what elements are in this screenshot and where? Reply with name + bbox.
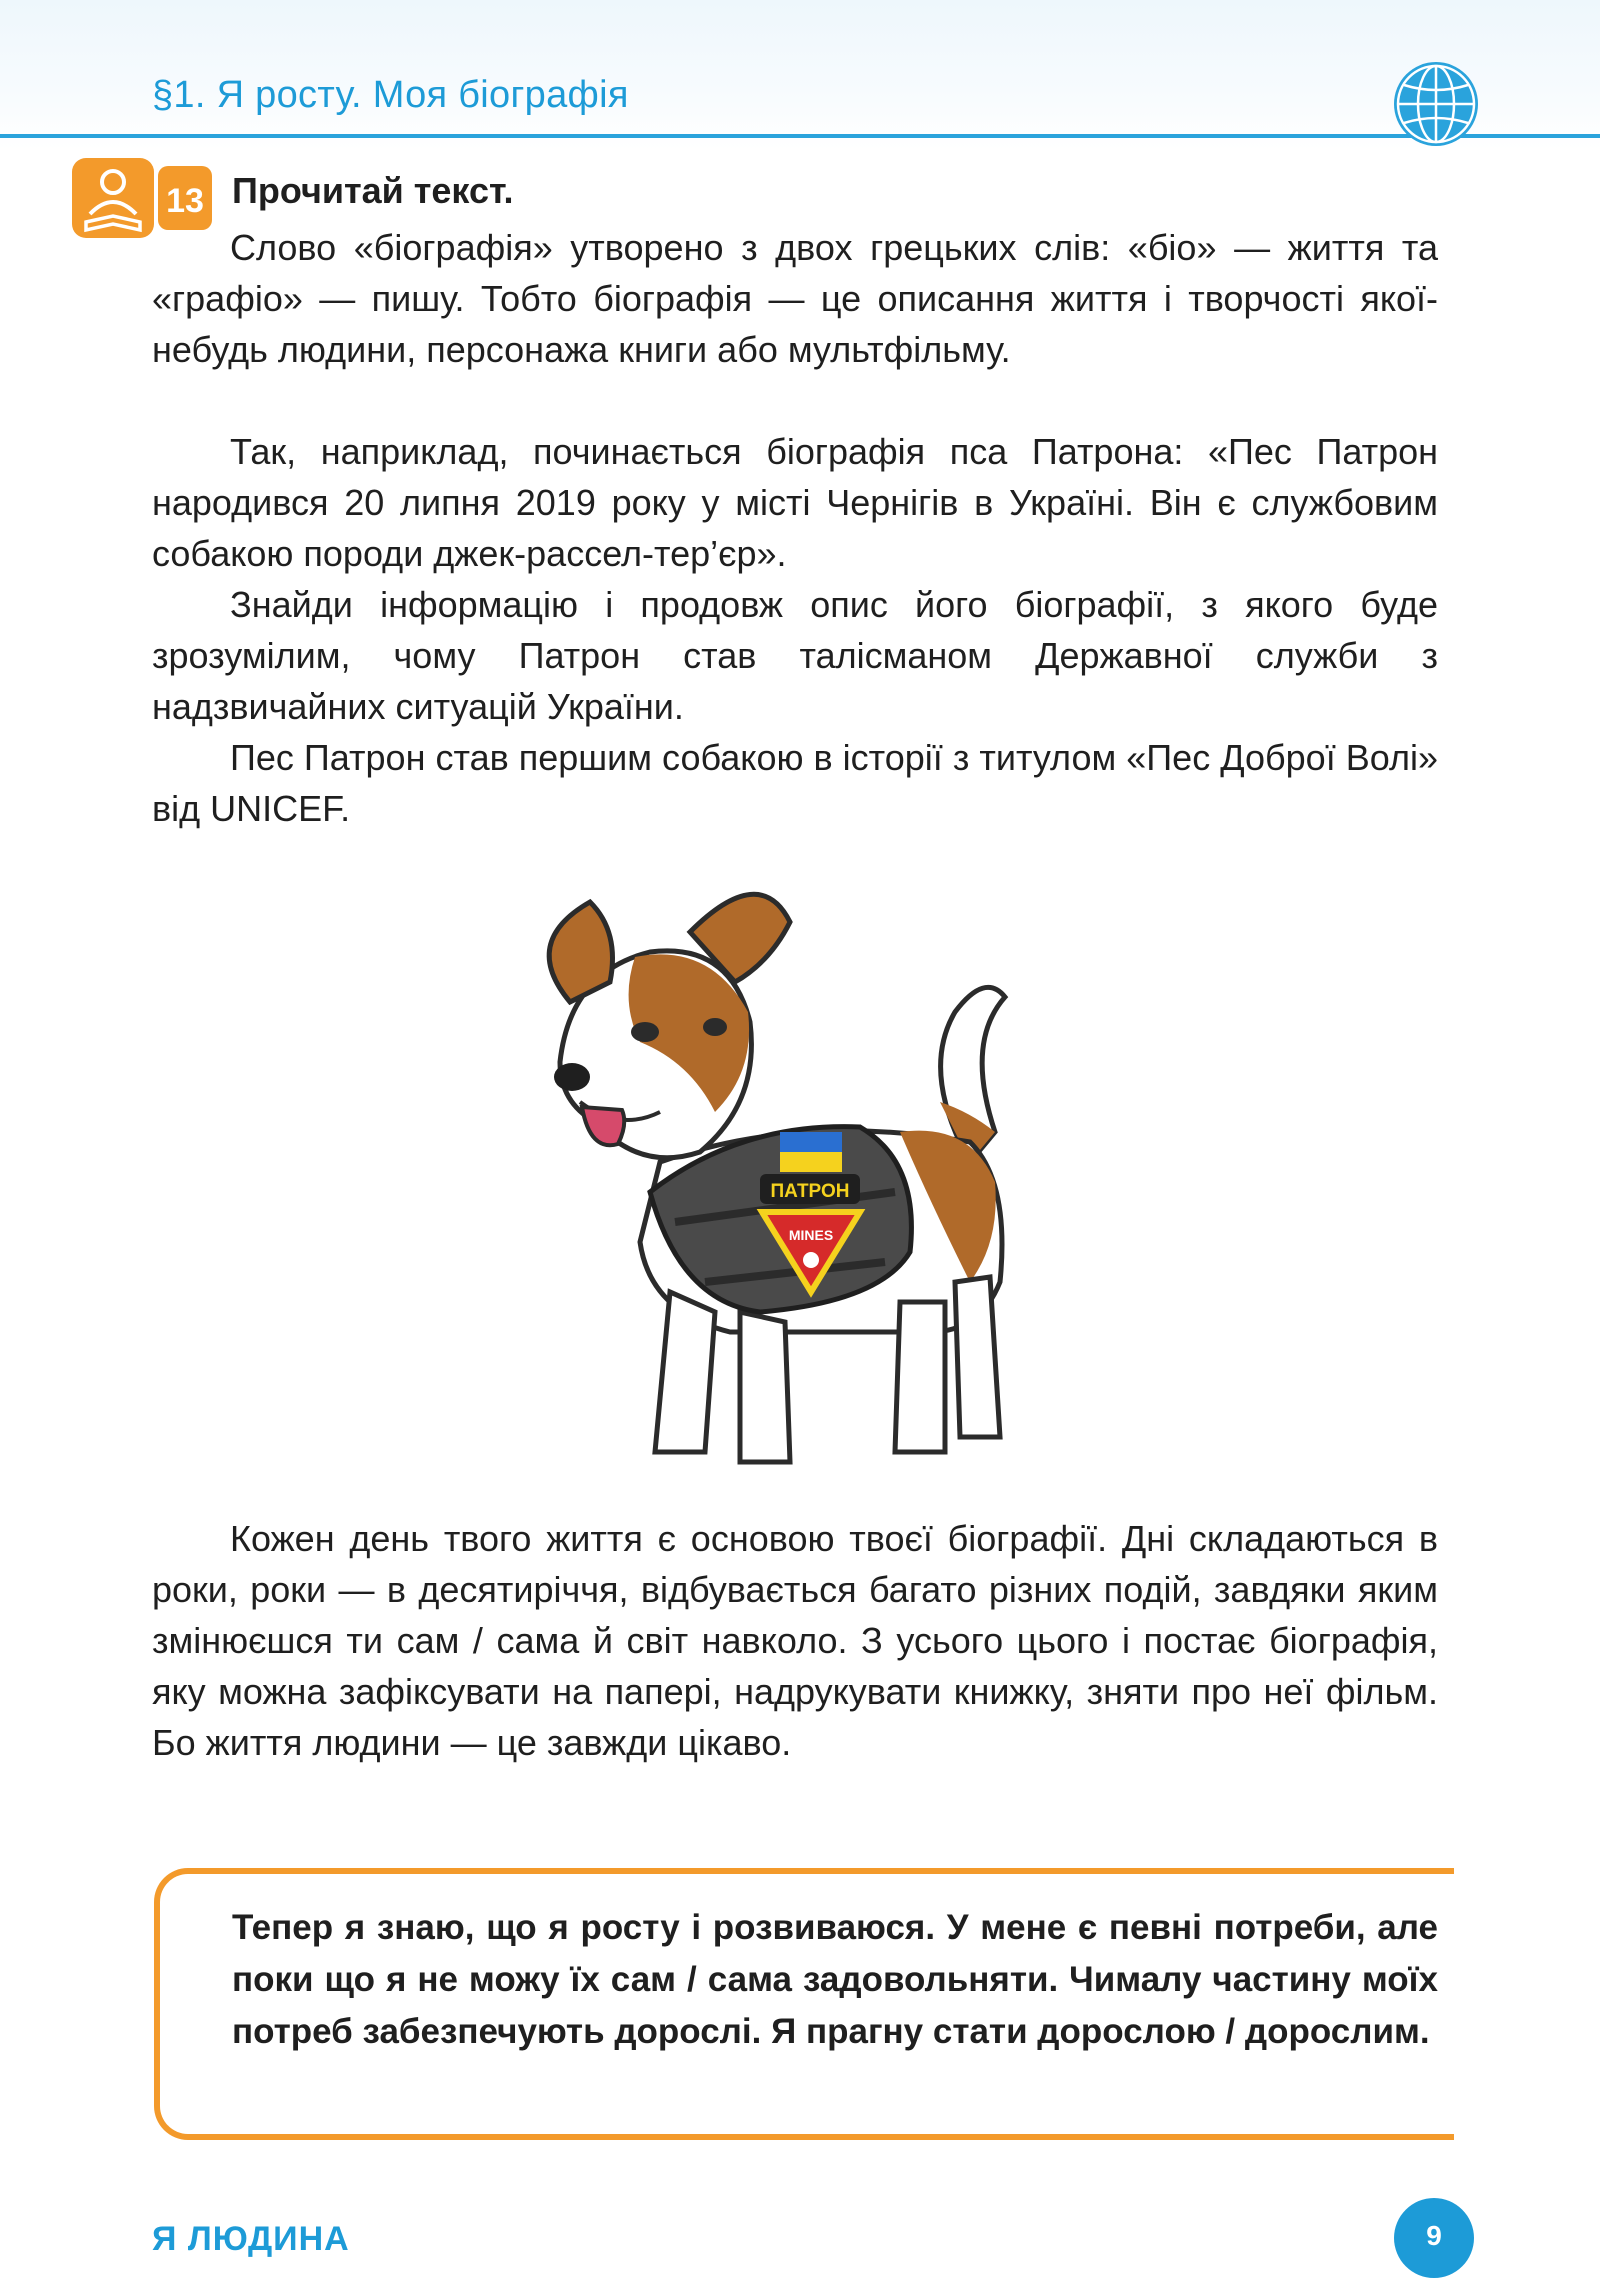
- task-number: 13: [166, 182, 204, 220]
- mines-patch-label: MINES: [788, 1227, 834, 1243]
- task-heading: Прочитай текст.: [232, 170, 514, 211]
- paragraph-task: Знайди інформацію і продовж опис його біографії, з якого буде зрозумілим, чому Патрон став талісманом Державної служби з надзвичайних ситуацій України.: [152, 584, 1438, 727]
- paragraph-example: Так, наприклад, починається біографія пса Патрона: «Пес Патрон народився 20 липня 2019 року у місті Чернігів в Україні. Він є службовим собакою породи джек-рассел-тер’єр».: [152, 431, 1438, 574]
- summary-text: Тепер я знаю, що я росту і розвиваюся. У мене є певні потреби, але поки що я не можу їх сам / сама задовольняти. Чималу частину моїх потреб забезпечують дорослі. Я прагну стати дорослою / дорослим.: [232, 1908, 1438, 2051]
- dog-patron-illustration: [500, 862, 1100, 1482]
- header-divider: [0, 134, 1600, 138]
- vest-name-label: ПАТРОН: [770, 1181, 850, 1202]
- page-number: 9: [1426, 2220, 1442, 2251]
- paragraph-unicef: Пес Патрон став першим собакою в історії з титулом «Пес Доброї Волі» від UNICEF.: [152, 737, 1438, 829]
- paragraph-conclusion: Кожен день твого життя є основою твоєї біографії. Дні складаються в роки, роки — в десятиріччя, відбувається багато різних подій, завдяки яким змінюєшся ти сам / сама й світ навколо. З усього цього і постає біографія, яку можна зафіксувати на папері, надрукувати книжку, зняти про неї фільм. Бо життя людини — це завжди цікаво.: [152, 1518, 1438, 1763]
- section-name: Я ЛЮДИНА: [152, 2220, 350, 2258]
- globe-icon: [1390, 58, 1482, 150]
- page-title: §1. Я росту. Моя біографія: [152, 74, 629, 116]
- paragraph-intro: Слово «біографія» утворено з двох грецьких слів: «біо» — життя та «графіо» — пишу. Тобто біографія — це описання життя і творчості якої-небудь людини, персонажа книги або мультфільму.: [152, 227, 1438, 370]
